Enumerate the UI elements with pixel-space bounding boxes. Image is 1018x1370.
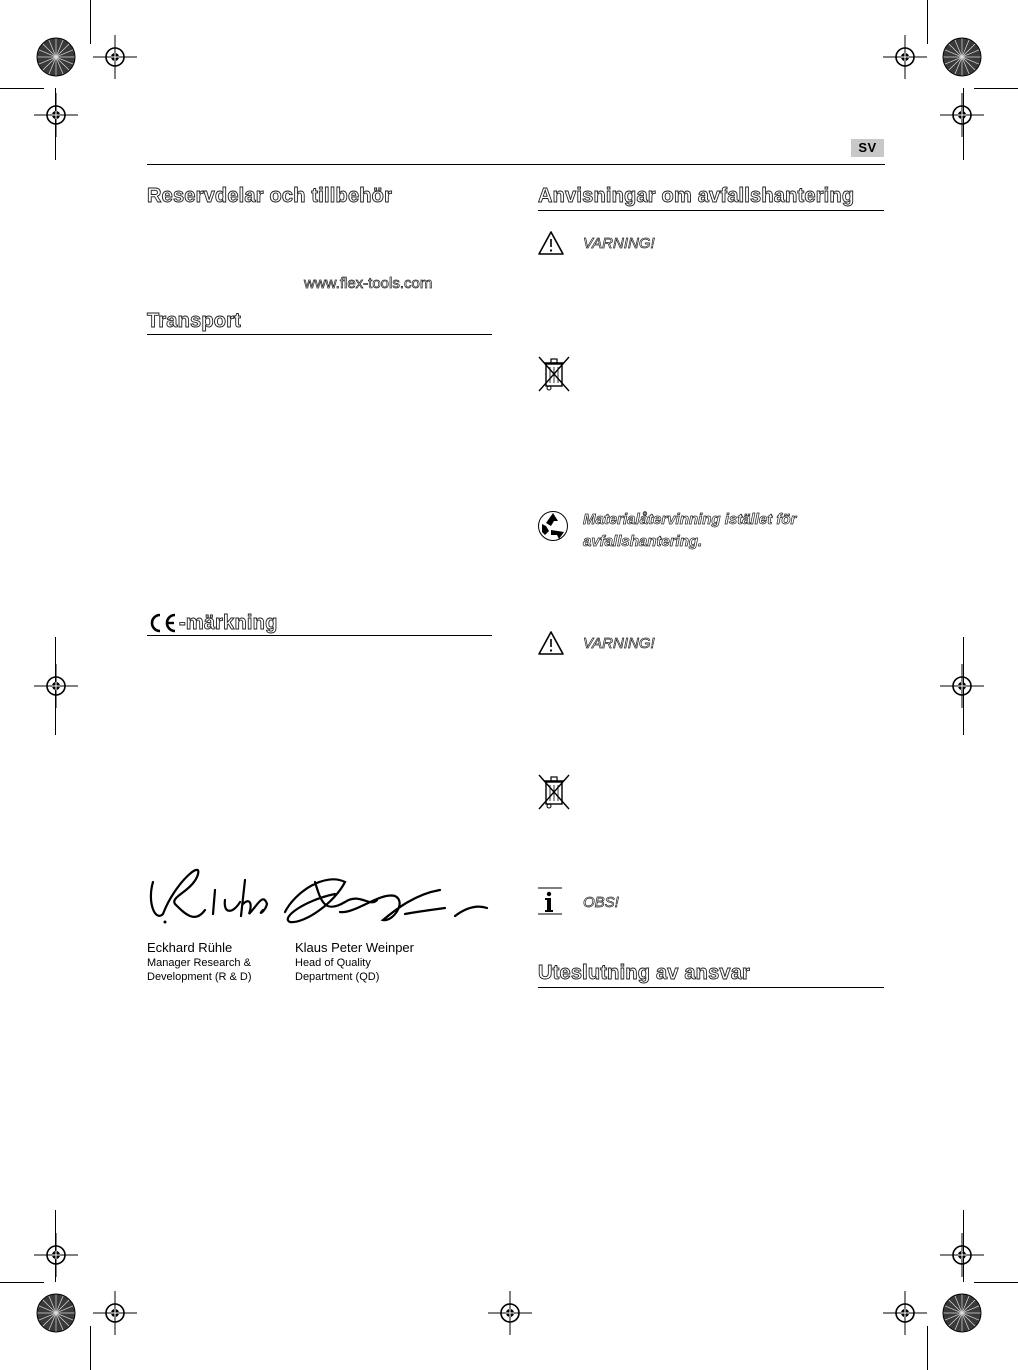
transport-rule: [147, 334, 492, 335]
liability-rule: [538, 987, 884, 988]
warning-triangle-icon: [537, 230, 565, 256]
recycling-note: [583, 509, 883, 553]
warning-triangle-icon: [537, 630, 565, 656]
ce-heading-label: -märkning: [179, 611, 278, 634]
signatory-role: Head of Quality: [295, 957, 371, 969]
crossed-bin-icon: [537, 773, 571, 811]
signatures-image: [145, 852, 495, 942]
info-icon: [537, 887, 563, 915]
warning-label: VARNING!: [583, 635, 655, 652]
header-rule: [147, 164, 885, 165]
signatory-role: Department (QD): [295, 971, 380, 983]
transport-heading: Transport: [147, 310, 242, 332]
spare-parts-heading: Reservdelar och tillbehör: [147, 185, 393, 207]
crossed-bin-icon: [537, 355, 571, 393]
signatory-role: Manager Research &: [147, 957, 251, 969]
warning-label: VARNING!: [583, 235, 655, 252]
ce-rule: [147, 635, 492, 636]
recycling-note-line: Materialåtervinning istället för: [583, 511, 797, 528]
recycling-note-line: avfallshantering.: [583, 533, 703, 550]
signatory-role: Development (R & D): [147, 971, 252, 983]
ce-heading: [147, 610, 277, 636]
liability-heading: Uteslutning av ansvar: [538, 962, 751, 984]
disposal-rule: [538, 210, 884, 211]
website-link[interactable]: www.flex-tools.com: [304, 275, 433, 292]
ce-mark-icon: [147, 612, 179, 634]
language-badge: SV: [851, 139, 884, 157]
recycle-icon: [537, 510, 569, 542]
disposal-heading: Anvisningar om avfallshantering: [538, 185, 855, 207]
signatory-name: Klaus Peter Weinper: [295, 940, 414, 955]
signatory-name: Eckhard Rühle: [147, 940, 233, 955]
note-label: OBS!: [583, 894, 619, 911]
